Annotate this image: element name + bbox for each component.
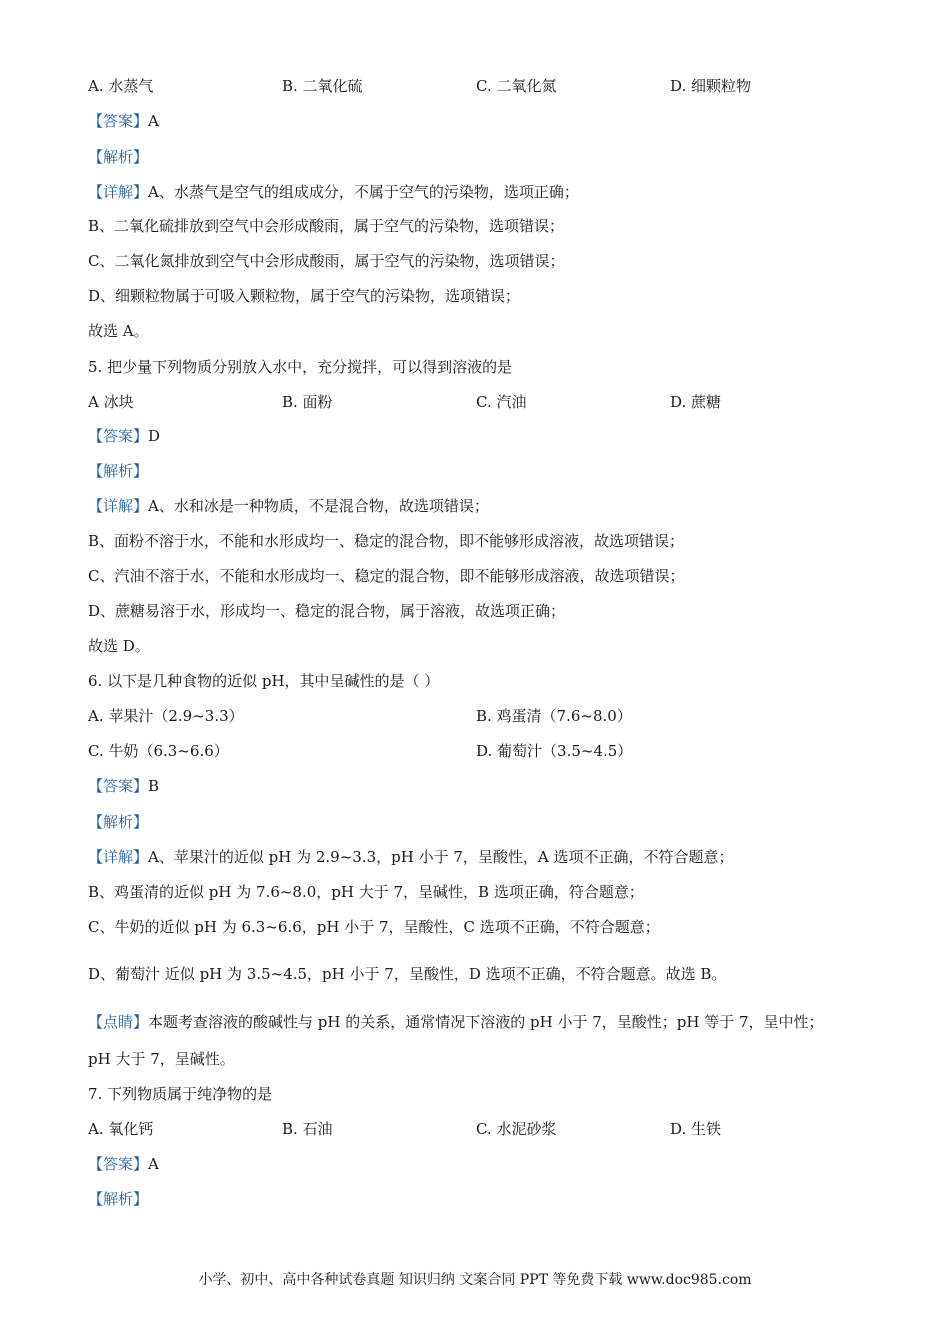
- q4-detail-line: [88, 182, 579, 202]
- q7-option-c: C. 水泥砂浆: [476, 1120, 557, 1138]
- q6-answer: [88, 776, 159, 796]
- q5-options: [88, 392, 868, 412]
- answer-value: B: [148, 777, 160, 795]
- q5-option-c: C. 汽油: [476, 393, 527, 411]
- q5-option-a: A 冰块: [88, 393, 134, 411]
- q6-detail-line: D、葡萄汁 近似 pH 为 3.5~4.5，pH 小于 7，呈酸性，D 选项不正确，不符合题意。故选 B。: [88, 965, 727, 983]
- answer-tag: 【答案】: [88, 427, 149, 445]
- q7-option-b: B. 石油: [282, 1120, 333, 1138]
- detail-text: A、水和冰是一种物质，不是混合物，故选项错误；: [148, 497, 489, 515]
- q5-analysis-tag: 【解析】: [88, 462, 149, 480]
- q6-detail-line: [88, 847, 733, 867]
- answer-tag: 【答案】: [88, 777, 149, 795]
- q6-detail-line: B、鸡蛋清的近似 pH 为 7.6~8.0，pH 大于 7，呈碱性，B 选项正确，符合题意；: [88, 883, 644, 901]
- q4-detail-line: D、细颗粒物属于可吸入颗粒物，属于空气的污染物，选项错误；: [88, 287, 521, 305]
- q4-detail-line: B、二氧化硫排放到空气中会形成酸雨，属于空气的污染物，选项错误；: [88, 217, 565, 235]
- q6-options-row1: [88, 706, 868, 726]
- q5-conclusion: 故选 D。: [88, 637, 150, 655]
- q7-analysis-tag: 【解析】: [88, 1190, 149, 1208]
- q6-comment: [88, 1012, 824, 1032]
- q6-option-d: D. 葡萄汁（3.5~4.5）: [476, 742, 633, 760]
- q6-option-b: B. 鸡蛋清（7.6~8.0）: [476, 707, 632, 725]
- q4-option-b: B. 二氧化硫: [282, 77, 363, 95]
- comment-text: 本题考查溶液的酸碱性与 pH 的关系，通常情况下溶液的 pH 小于 7，呈酸性；pH 等于 7，呈中性；: [148, 1013, 824, 1031]
- comment-tag: 【点睛】: [88, 1013, 149, 1031]
- q4-conclusion: 故选 A。: [88, 322, 149, 340]
- answer-value: A: [148, 1155, 159, 1173]
- answer-tag: 【答案】: [88, 112, 149, 130]
- detail-tag: 【详解】: [88, 183, 149, 201]
- detail-text: A、水蒸气是空气的组成成分，不属于空气的污染物，选项正确；: [148, 183, 579, 201]
- detail-tag: 【详解】: [88, 848, 149, 866]
- q5-detail-line: C、汽油不溶于水，不能和水形成均一、稳定的混合物，即不能够形成溶液，故选项错误；: [88, 567, 685, 585]
- q5-option-d: D. 蔗糖: [670, 393, 722, 411]
- q4-answer: [88, 111, 159, 131]
- q4-option-a: A. 水蒸气: [88, 77, 154, 95]
- q6-options-row2: [88, 741, 868, 761]
- q4-option-d: D. 细颗粒物: [670, 77, 752, 95]
- q5-question: 5. 把少量下列物质分别放入水中，充分搅拌，可以得到溶液的是: [88, 358, 513, 376]
- q7-option-d: D. 生铁: [670, 1120, 722, 1138]
- q7-options: [88, 1119, 868, 1139]
- q4-option-c: C. 二氧化氮: [476, 77, 557, 95]
- q5-option-b: B. 面粉: [282, 393, 333, 411]
- q6-comment-line: pH 大于 7，呈碱性。: [88, 1050, 235, 1068]
- answer-tag: 【答案】: [88, 1155, 149, 1173]
- q5-detail-line: [88, 496, 489, 516]
- q5-answer: [88, 426, 160, 446]
- q4-detail-line: C、二氧化氮排放到空气中会形成酸雨，属于空气的污染物，选项错误；: [88, 252, 565, 270]
- answer-value: D: [148, 427, 161, 445]
- q4-options: [88, 76, 868, 96]
- q7-answer: [88, 1154, 159, 1174]
- q4-analysis-tag: 【解析】: [88, 148, 149, 166]
- q6-question: 6. 以下是几种食物的近似 pH，其中呈碱性的是（ ）: [88, 672, 440, 690]
- q5-detail-line: D、蔗糖易溶于水，形成均一、稳定的混合物，属于溶液，故选项正确；: [88, 602, 566, 620]
- q5-detail-line: B、面粉不溶于水，不能和水形成均一、稳定的混合物，即不能够形成溶液，故选项错误；: [88, 532, 685, 550]
- q6-option-a: A. 苹果汁（2.9~3.3）: [88, 707, 244, 725]
- q6-option-c: C. 牛奶（6.3~6.6）: [88, 742, 229, 760]
- detail-text: A、苹果汁的近似 pH 为 2.9~3.3，pH 小于 7，呈酸性，A 选项不正确，不符合题意；: [148, 848, 734, 866]
- q6-analysis-tag: 【解析】: [88, 813, 149, 831]
- q7-question: 7. 下列物质属于纯净物的是: [88, 1085, 273, 1103]
- detail-tag: 【详解】: [88, 497, 149, 515]
- q7-option-a: A. 氧化钙: [88, 1120, 154, 1138]
- answer-value: A: [148, 112, 159, 130]
- q6-detail-line: C、牛奶的近似 pH 为 6.3~6.6，pH 小于 7，呈酸性，C 选项不正确，不符合题意；: [88, 918, 660, 936]
- page-footer: 小学、初中、高中各种试卷真题 知识归纳 文案合同 PPT 等免费下载 www.doc985.com: [198, 1272, 752, 1288]
